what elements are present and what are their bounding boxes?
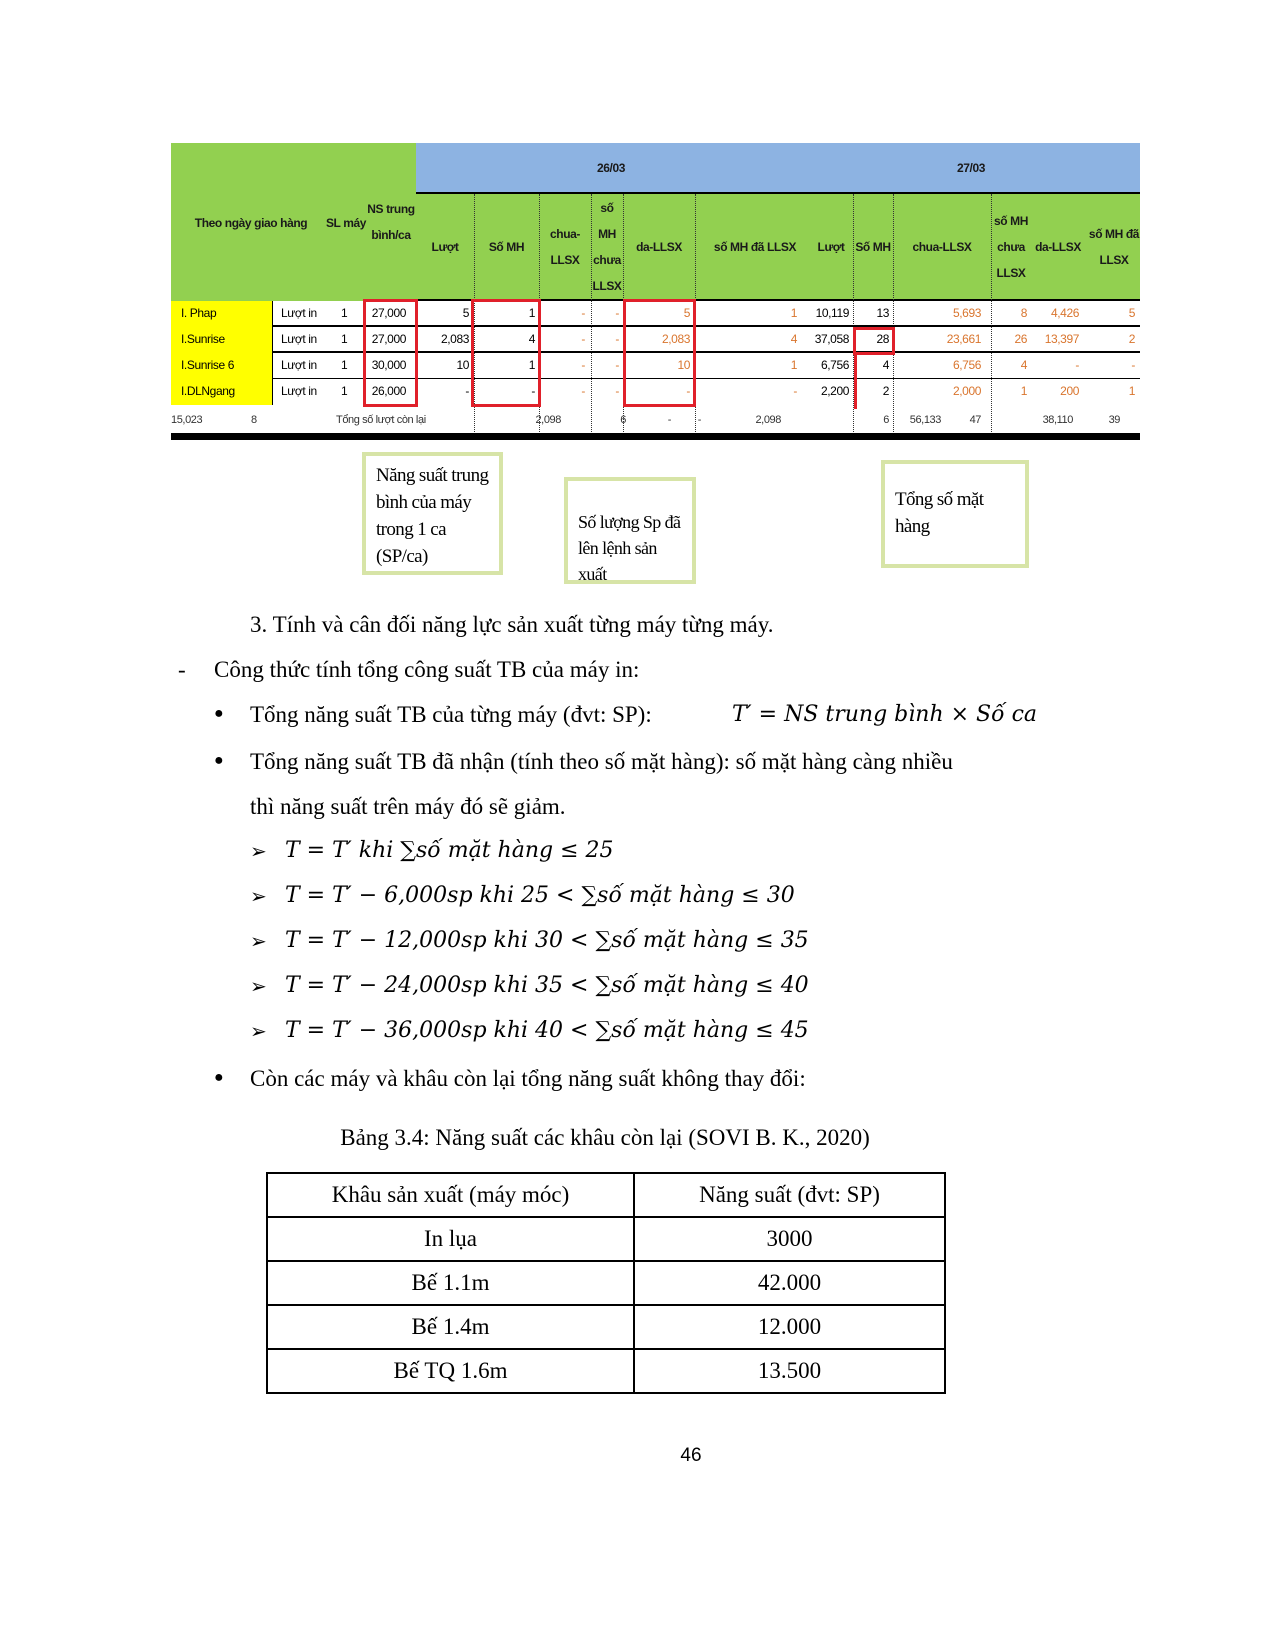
sl-may: 1 (341, 384, 348, 398)
formula-t-prime: T′ = NS trung bình × Số ca (732, 702, 1038, 727)
callout-ns-trung-binh: Năng suất trung bình của máy trong 1 ca (SP/ca) (362, 452, 503, 575)
d2-luot: 2,200 (820, 384, 849, 398)
total-v7: 56,133 (909, 414, 941, 426)
callout-so-luong-sp: Số lượng Sp đã lên lệnh sản xuất (564, 477, 696, 584)
d1-da: 5 (683, 306, 690, 320)
d1-da: 2,083 (661, 332, 690, 346)
bullet-1-text: Tổng năng suất TB của từng máy (đvt: SP): (250, 702, 652, 727)
total-v10: 39 (1108, 414, 1120, 426)
total-row (171, 409, 1140, 440)
total-v8: 47 (969, 414, 981, 426)
row-type: Lượt in (281, 358, 317, 372)
bullet-icon: ● (214, 705, 224, 722)
d2-somh: 13 (876, 306, 889, 320)
ns-value: 27,000 (371, 332, 406, 346)
table-row (267, 1305, 945, 1349)
rule-1: T = T′ khi ∑số mặt hàng ≤ 25 (285, 838, 614, 863)
total-label: Tổng số lượt còn lại (336, 414, 426, 426)
highlight-da-llsx-column (623, 299, 696, 407)
d1-luot: - (465, 384, 469, 398)
arrow-bullet-icon: ➢ (250, 1021, 267, 1043)
rule-4: T = T′ − 24,000sp khi 35 < ∑số mặt hàng ≤ 40 (285, 973, 809, 998)
header-nang-suat: Năng suất (đvt: SP) (634, 1173, 945, 1217)
machine-name: I.DLNgang (171, 379, 273, 405)
header-left-block (171, 143, 416, 301)
row-type: Lượt in (281, 384, 317, 398)
stage-name: In lụa (267, 1217, 634, 1261)
d2-somh-da: 5 (1128, 306, 1135, 320)
header-subcolumns (416, 194, 1140, 301)
row-type: Lượt in (281, 332, 317, 346)
total-v4: - (697, 414, 701, 426)
page-number: 46 (680, 1445, 702, 1466)
d1-chua: - (581, 306, 585, 320)
header-d2-luot: Lượt (817, 239, 845, 254)
arrow-bullet-icon: ➢ (250, 976, 267, 998)
d1-somh-da: - (793, 384, 797, 398)
d1-somh-da: 1 (790, 306, 797, 320)
dash-marker: - (178, 657, 186, 682)
stage-output: 3000 (634, 1217, 945, 1261)
bullet-icon: ● (214, 1069, 224, 1086)
d2-somh: 28 (876, 332, 889, 346)
total-c1: 15,023 (171, 414, 203, 426)
d2-chua: 2,000 (952, 384, 981, 398)
stage-name: Bế 1.4m (267, 1305, 634, 1349)
stage-name: Bế TQ 1.6m (267, 1349, 634, 1393)
ns-value: 26,000 (371, 384, 406, 398)
d2-somh-da: 1 (1128, 384, 1135, 398)
production-spreadsheet (171, 143, 1140, 440)
machine-name: I. Phap (171, 301, 273, 327)
d1-somh: 4 (528, 332, 535, 346)
highlight-ns-column (363, 299, 418, 407)
d1-chua: - (581, 332, 585, 346)
header-date-1: 26/03 (596, 160, 626, 175)
d1-somh-da: 4 (790, 332, 797, 346)
stage-output: 12.000 (634, 1305, 945, 1349)
d2-somh-chua: 1 (1020, 384, 1027, 398)
d2-somh-da: 2 (1128, 332, 1135, 346)
sl-may: 1 (341, 358, 348, 372)
d2-chua: 23,661 (946, 332, 981, 346)
d1-somh-chua: - (615, 332, 619, 346)
d2-somh-da: - (1131, 358, 1135, 372)
d1-somh: 1 (528, 306, 535, 320)
table-header-row (267, 1173, 945, 1217)
machine-name: I.Sunrise (171, 327, 273, 353)
d2-luot: 6,756 (820, 358, 849, 372)
bullet-3-text: Còn các máy và khâu còn lại tổng năng suất không thay đổi: (250, 1066, 806, 1091)
header-d2-somh-chua: số MH chưa LLSX (993, 213, 1028, 280)
d2-da: - (1075, 358, 1079, 372)
d1-somh-chua: - (615, 358, 619, 372)
stage-output: 13.500 (634, 1349, 945, 1393)
stage-output: 42.000 (634, 1261, 945, 1305)
bullet-2-line-2: thì năng suất trên máy đó sẽ giảm. (250, 794, 566, 819)
header-delivery-date: Theo ngày giao hàng (194, 216, 308, 230)
d1-chua: - (581, 384, 585, 398)
d2-somh-chua: 8 (1020, 306, 1027, 320)
bullet-icon: ● (214, 752, 224, 769)
highlight-somh-column (471, 299, 541, 407)
d2-somh-chua: 4 (1020, 358, 1027, 372)
rule-3: T = T′ − 12,000sp khi 30 < ∑số mặt hàng ≤ 35 (285, 928, 809, 953)
header-d1-somh-chua: số MH chưa LLSX (592, 200, 622, 293)
rule-2: T = T′ − 6,000sp khi 25 < ∑số mặt hàng ≤ 30 (285, 883, 795, 908)
callout-tong-so-mat-hang: Tổng số mặt hàng (881, 460, 1029, 568)
d1-somh-chua: - (615, 384, 619, 398)
header-d2-chua: chua-LLSX (912, 239, 972, 254)
bullet-2-line-1: Tổng năng suất TB đã nhận (tính theo số mặt hàng): số mặt hàng càng nhiều (250, 749, 953, 774)
ns-value: 27,000 (371, 306, 406, 320)
d1-luot: 5 (462, 306, 469, 320)
table-row (267, 1261, 945, 1305)
d1-da: - (686, 384, 690, 398)
machine-name: I.Sunrise 6 (171, 353, 273, 379)
arrow-bullet-icon: ➢ (250, 886, 267, 908)
sl-may: 1 (341, 332, 348, 346)
d2-chua: 5,693 (952, 306, 981, 320)
formula-title: Công thức tính tổng công suất TB của máy in: (214, 657, 640, 682)
section-item-3: 3. Tính và cân đối năng lực sản xuất từng máy từng máy. (250, 612, 774, 637)
total-v3: - (667, 414, 671, 426)
table-caption: Bảng 3.4: Năng suất các khâu còn lại (SOVI B. K., 2020) (340, 1125, 870, 1150)
total-v5: 2,098 (755, 414, 781, 426)
highlight-edge (854, 353, 857, 409)
rule-5: T = T′ − 36,000sp khi 40 < ∑số mặt hàng ≤ 45 (285, 1018, 809, 1043)
stage-name: Bế 1.1m (267, 1261, 634, 1305)
header-d1-somh-da: số MH đã LLSX (713, 239, 797, 254)
sl-may: 1 (341, 306, 348, 320)
d2-luot: 10,119 (815, 306, 849, 320)
arrow-bullet-icon: ➢ (250, 841, 267, 863)
d1-luot: 2,083 (440, 332, 469, 346)
arrow-bullet-icon: ➢ (250, 931, 267, 953)
header-d2-somh-da: số MH đã LLSX (1088, 226, 1140, 267)
d1-somh: 1 (528, 358, 535, 372)
productivity-table (266, 1172, 946, 1394)
d2-chua: 6,756 (952, 358, 981, 372)
total-v9: 38,110 (1042, 414, 1073, 426)
total-row-underline (171, 433, 1140, 440)
total-v6: 6 (883, 414, 889, 426)
header-sl-may: SL máy (325, 216, 367, 230)
d2-da: 13,397 (1044, 332, 1079, 346)
row-type: Lượt in (281, 306, 317, 320)
d2-somh: 4 (882, 358, 889, 372)
d2-somh-chua: 26 (1014, 332, 1027, 346)
d1-luot: 10 (456, 358, 469, 372)
total-v2: 6 (620, 414, 626, 426)
d1-chua: - (581, 358, 585, 372)
highlight-somh-28 (853, 327, 895, 355)
header-khau-san-xuat: Khâu sản xuất (máy móc) (267, 1173, 634, 1217)
total-c2: 8 (251, 414, 257, 426)
header-d1-da: da-LLSX (636, 239, 682, 254)
ns-value: 30,000 (371, 358, 406, 372)
table-row (267, 1217, 945, 1261)
header-d1-luot: Lượt (431, 239, 459, 254)
d1-somh-da: 1 (790, 358, 797, 372)
header-d2-da: da-LLSX (1035, 239, 1081, 254)
table-row (267, 1349, 945, 1393)
d2-luot: 37,058 (814, 332, 849, 346)
header-d1-somh: Số MH (488, 239, 525, 254)
header-ns-trung-binh: NS trung bình/ca (367, 202, 415, 242)
d1-da: 10 (677, 358, 690, 372)
header-dates (416, 143, 1140, 194)
header-d2-somh: Số MH (855, 239, 891, 254)
header-date-2: 27/03 (956, 160, 986, 175)
d1-somh-chua: - (615, 306, 619, 320)
d2-da: 200 (1060, 384, 1079, 398)
total-v1: 2,098 (535, 414, 561, 426)
d1-somh: - (531, 384, 535, 398)
header-d1-chua: chua-LLSX (549, 226, 580, 267)
d2-da: 4,426 (1050, 306, 1079, 320)
d2-somh: 2 (882, 384, 889, 398)
